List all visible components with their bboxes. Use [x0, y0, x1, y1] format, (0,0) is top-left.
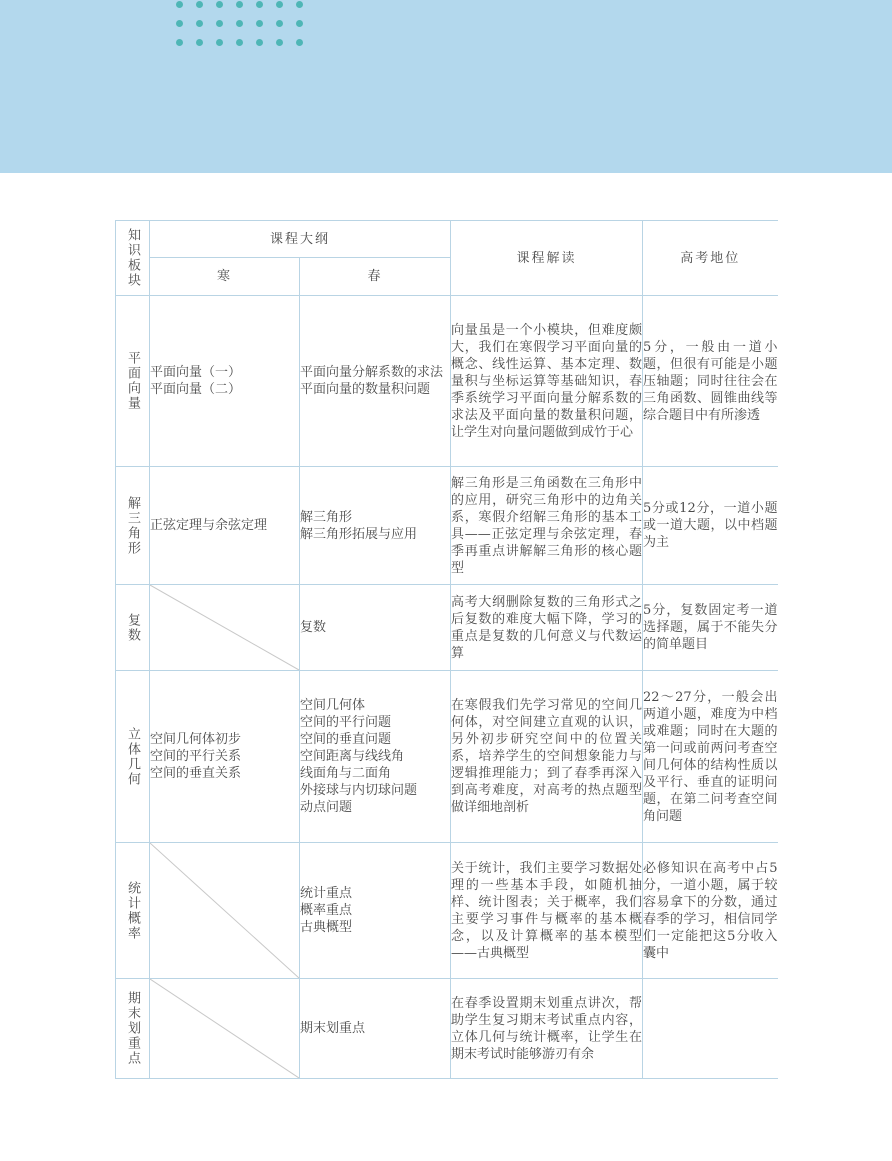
table-row: [116, 979, 778, 1079]
decorative-dot: [256, 1, 263, 8]
decorative-dot: [296, 1, 303, 8]
spring-cell: 空间几何体 空间的平行问题 空间的垂直问题 空间距离与线线角 线面角与二面角 外接球与内切球问题 动点问题: [300, 671, 451, 843]
decorative-dot: [276, 20, 283, 27]
winter-cell: 正弦定理与余弦定理: [150, 467, 300, 585]
decorative-dot: [216, 20, 223, 27]
decorative-dot: [196, 20, 203, 27]
decorative-dot: [276, 1, 283, 8]
empty-diagonal-cell: [150, 843, 300, 979]
decorative-dot: [296, 39, 303, 46]
position-cell: 22～27分，一般会出两道小题，难度为中档或难题；同时在大题的第一问或前两问考查空间几何体的结构性质以及平行、垂直的证明问题，在第二问考查空间角问题: [643, 671, 778, 843]
decorative-dot: [216, 1, 223, 8]
header-band: [0, 0, 892, 173]
table-row: [116, 467, 778, 585]
position-cell: [643, 979, 778, 1079]
syllabus-table: [115, 220, 778, 1079]
position-cell: 必修知识在高考中占5分，一道小题，属于较容易拿下的分数，通过春季的学习，相信同学们一定能把这5分收入囊中: [643, 843, 778, 979]
interpretation-cell: 关于统计，我们主要学习数据处理的一些基本手段，如随机抽样、统计图表；关于概率，我们主要学习事件与概率的基本概念，以及计算概率的基本模型——古典概型: [451, 843, 643, 979]
header-interpretation: 课程解读: [451, 221, 643, 296]
decorative-dot: [256, 39, 263, 46]
header-winter: 寒: [150, 258, 300, 296]
spring-cell: 复数: [300, 585, 451, 671]
decorative-dot: [236, 20, 243, 27]
winter-cell: 平面向量（一） 平面向量（二）: [150, 296, 300, 467]
header-knowledge-module: 知识板块: [116, 221, 150, 296]
decorative-dot: [296, 20, 303, 27]
empty-diagonal-cell: [150, 585, 300, 671]
spring-cell: 平面向量分解系数的求法 平面向量的数量积问题: [300, 296, 451, 467]
spring-cell: 期末划重点: [300, 979, 451, 1079]
module-cell: 立体几何: [116, 671, 150, 843]
header-spring: 春: [300, 258, 451, 296]
table-row: [116, 671, 778, 843]
position-cell: 5分或12分，一道小题或一道大题，以中档题为主: [643, 467, 778, 585]
decorative-dot: [196, 1, 203, 8]
spring-cell: 统计重点 概率重点 古典概型: [300, 843, 451, 979]
winter-cell: 空间几何体初步 空间的平行关系 空间的垂直关系: [150, 671, 300, 843]
module-cell: 解三角形: [116, 467, 150, 585]
interpretation-cell: 在寒假我们先学习常见的空间几何体，对空间建立直观的认识，另外初步研究空间中的位置关系，培养学生的空间想象能力与逻辑推理能力；到了春季再深入到高考难度，对高考的热点题型做详细地剖析: [451, 671, 643, 843]
module-cell: 期末划重点: [116, 979, 150, 1079]
module-cell: 统计概率: [116, 843, 150, 979]
table-row: [116, 843, 778, 979]
interpretation-cell: 解三角形是三角函数在三角形中的应用，研究三角形中的边角关系，寒假介绍解三角形的基本工具——正弦定理与余弦定理，春季再重点讲解解三角形的核心题型: [451, 467, 643, 585]
interpretation-cell: 在春季设置期末划重点讲次，帮助学生复习期末考试重点内容，立体几何与统计概率，让学生在期末考试时能够游刃有余: [451, 979, 643, 1079]
decorative-dot: [236, 1, 243, 8]
decorative-dot: [236, 39, 243, 46]
decorative-dot: [276, 39, 283, 46]
decorative-dot: [256, 20, 263, 27]
header-gaokao-position: 高考地位: [643, 221, 778, 296]
table-row: [116, 585, 778, 671]
decorative-dot-grid: [172, 0, 312, 50]
empty-diagonal-cell: [150, 979, 300, 1079]
position-cell: 5分，一般由一道小题，但很有可能是小题压轴题；同时往往会在三角函数、圆锥曲线等综合题目中有所渗透: [643, 296, 778, 467]
decorative-dot: [216, 39, 223, 46]
decorative-dot: [176, 20, 183, 27]
header-syllabus: 课程大纲: [150, 221, 451, 258]
decorative-dot: [176, 39, 183, 46]
decorative-dot: [176, 1, 183, 8]
decorative-dot: [196, 39, 203, 46]
interpretation-cell: 向量虽是一个小模块，但难度颇大，我们在寒假学习平面向量的概念、线性运算、基本定理、数量积与坐标运算等基础知识，春季系统学习平面向量分解系数的求法及平面向量的数量积问题，让学生对向量问题做到成竹于心: [451, 296, 643, 467]
module-cell: 平面向量: [116, 296, 150, 467]
header-row-top: [116, 221, 778, 258]
spring-cell: 解三角形 解三角形拓展与应用: [300, 467, 451, 585]
interpretation-cell: 高考大纲删除复数的三角形式之后复数的难度大幅下降，学习的重点是复数的几何意义与代数运算: [451, 585, 643, 671]
table-row: [116, 296, 778, 467]
module-cell: 复数: [116, 585, 150, 671]
position-cell: 5分，复数固定考一道选择题，属于不能失分的简单题目: [643, 585, 778, 671]
